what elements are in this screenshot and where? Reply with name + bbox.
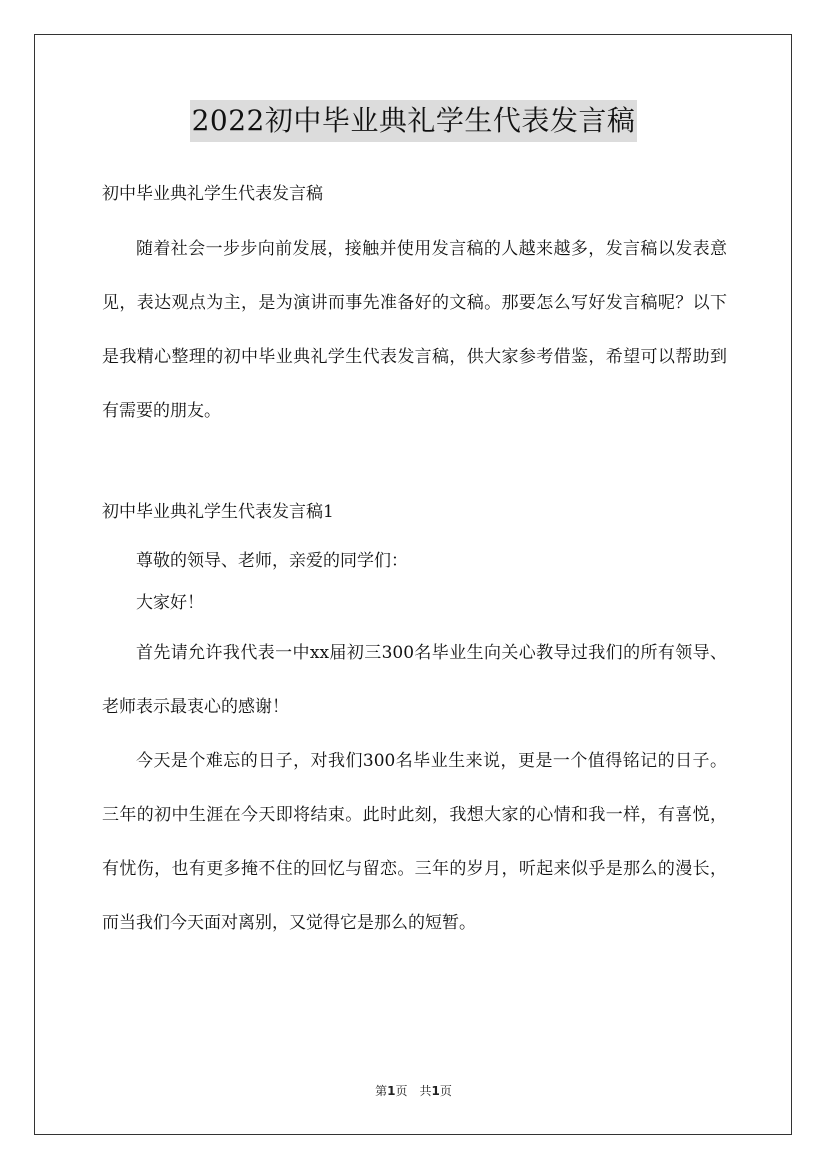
section-heading: 初中毕业典礼学生代表发言稿1	[102, 502, 334, 522]
footer-mid: 页 共	[395, 1084, 432, 1098]
body-paragraph-1: 首先请允许我代表一中xx届初三300名毕业生向关心教导过我们的所有领导、老师表示最衷心的感谢！	[102, 643, 727, 717]
spacer	[102, 438, 727, 494]
page-footer	[0, 1082, 827, 1099]
intro-paragraph: 随着社会一步步向前发展，接触并使用发言稿的人越来越多，发言稿以发表意见，表达观点为主，是为演讲而事先准备好的文稿。那要怎么写好发言稿呢？以下是我精心整理的初中毕业典礼学生代表发言稿，供大家参考借鉴，希望可以帮助到有需要的朋友。	[102, 239, 727, 421]
footer-suffix: 页	[439, 1084, 452, 1098]
salutation: 尊敬的领导、老师，亲爱的同学们：	[136, 551, 408, 571]
footer-page-total: 1	[431, 1084, 440, 1098]
document-title: 2022初中毕业典礼学生代表发言稿	[190, 100, 638, 142]
title-container	[0, 100, 827, 142]
spacer	[102, 212, 727, 222]
greeting: 大家好！	[136, 593, 204, 613]
footer-prefix: 第	[375, 1084, 388, 1098]
intro-heading: 初中毕业典礼学生代表发言稿	[102, 184, 323, 204]
body-paragraph-2: 今天是个难忘的日子，对我们300名毕业生来说，更是一个值得铭记的日子。三年的初中生涯在今天即将结束。此时此刻，我想大家的心情和我一样，有喜悦，有忧伤，也有更多掩不住的回忆与留恋。三年的岁月，听起来似乎是那么的漫长，而当我们今天面对离别，又觉得它是那么的短暂。	[102, 751, 727, 933]
document-body	[102, 176, 727, 950]
footer-page-number: 1	[387, 1084, 396, 1098]
